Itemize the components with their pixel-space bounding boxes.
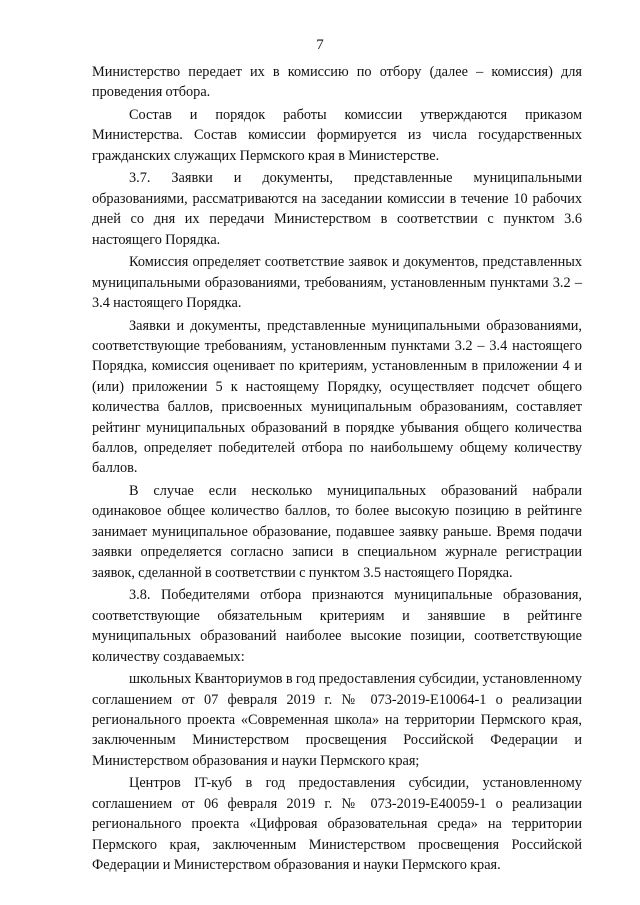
paragraph-tie-break: В случае если несколько муниципальных образований набрали одинаковое общее количество баллов, то более высокую позицию в рейтинге занимает муниципальное образование, подавшее заявку раньше. Время подачи заявки определяется согласно записи в специальном журнале регистрации заявок, сделанной в соответствии с пунктом 3.5 настоящего Порядка.: [92, 483, 582, 581]
paragraph-commission-composition: Состав и порядок работы комиссии утверждаются приказом Министерства. Состав комиссии формируется из числа государственных гражданских служащих Пермского края в Министерстве.: [92, 107, 582, 164]
paragraph-3-7: 3.7. Заявки и документы, представленные муниципальными образованиями, рассматриваются на заседании комиссии в течение 10 рабочих дней со дня их передачи Министерством в соответствии с пунктом 3.6 настоящего Порядка.: [92, 170, 582, 248]
paragraph-3-8: 3.8. Победителями отбора признаются муниципальные образования, соответствующие обязательным критериям и занявшие в рейтинге муниципальных образований наиболее высокие позиции, соответствующие количеству создаваемых:: [92, 587, 582, 665]
page-number: 7: [316, 37, 324, 53]
paragraph-kvantorium: школьных Кванториумов в год предоставления субсидии, установленному соглашением от 07 февраля 2019 г. № 073-2019-Е10064-1 о реализации регионального проекта «Современная школа» на территории Пермского края, заключенным Министерством просвещения Российской Федерации и Министерством образования и науки Пермского края;: [92, 671, 582, 769]
paragraph-evaluation: Заявки и документы, представленные муниципальными образованиями, соответствующие требованиям, установленным пунктами 3.2 – 3.4 настоящего Порядка, комиссия оценивает по критериям, установленным в приложении 4 и (или) приложении 5 к настоящему Порядку, осуществляет подсчет общего количества баллов, присвоенных муниципальным образованиям, составляет рейтинг муниципальных образований в порядке убывания общего количества баллов, определяет победителей отбора по наибольшему общему количеству баллов.: [92, 317, 582, 477]
paragraph-it-cube: Центров IT-куб в год предоставления субсидии, установленному соглашением от 06 февраля 2019 г. № 073-2019-Е40059-1 о реализации регионального проекта «Цифровая образовательная среда» на территории Пермского края, заключенным Министерством просвещения Российской Федерации и Министерством образования и науки Пермского края.: [92, 775, 582, 873]
paragraph-commission-determines: Комиссия определяет соответствие заявок и документов, представленных муниципальными образованиями, требованиям, установленным пунктами 3.2 – 3.4 настоящего Порядка.: [92, 254, 582, 312]
paragraph-continuation: Министерство передает их в комиссию по отбору (далее – комиссия) для проведения отбора.: [92, 64, 582, 101]
document-body: [92, 62, 582, 878]
